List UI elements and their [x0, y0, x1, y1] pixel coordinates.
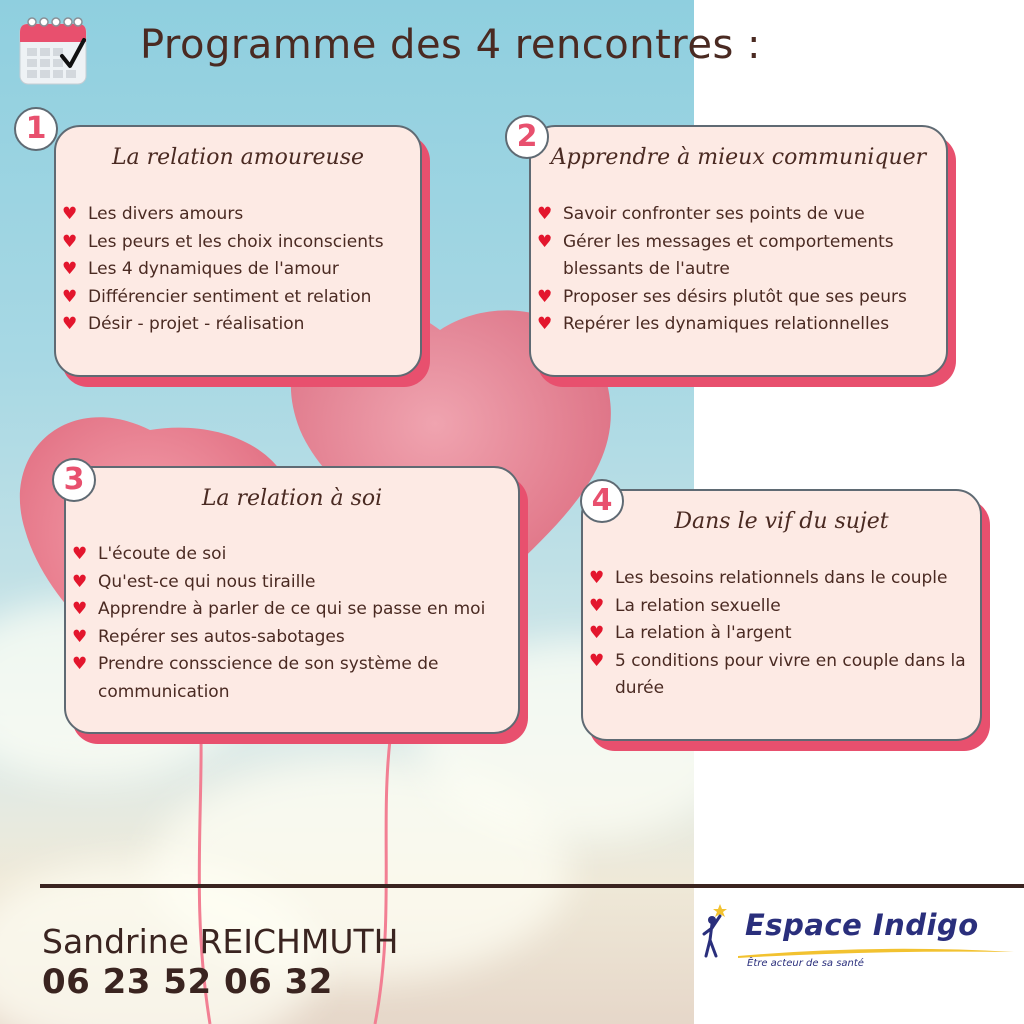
meeting-number-badge: 1	[14, 107, 58, 151]
footer-divider	[40, 884, 1024, 888]
heart-icon: ♥	[72, 626, 88, 647]
meeting-card-4	[581, 489, 982, 741]
heart-icon: ♥	[62, 259, 78, 279]
contact-name: Sandrine REICHMUTH	[42, 922, 399, 961]
heart-icon: ♥	[62, 204, 78, 224]
list-item: ♥ L'écoute de soi	[72, 544, 227, 564]
list-item: ♥ Différencier sentiment et relation	[62, 286, 372, 307]
list-item: ♥ Savoir confronter ses points de vue	[537, 204, 865, 224]
meeting-number-badge: 4	[580, 479, 624, 523]
brand-name: Espace Indigo	[745, 908, 979, 942]
heart-icon: ♥	[72, 571, 88, 592]
meeting-title: La relation amoureuse	[111, 145, 365, 170]
list-item: ♥ Apprendre à parler de ce qui se passe en moi	[72, 599, 486, 619]
heart-icon: ♥	[537, 204, 553, 224]
meeting-number-badge: 3	[52, 458, 96, 502]
page-title: Programme des 4 rencontres :	[140, 22, 762, 68]
meeting-items	[62, 201, 414, 339]
contact-phone[interactable]: 06 23 52 06 32	[42, 962, 333, 1002]
list-item: ♥ Désir - projet - réalisation	[62, 314, 305, 334]
list-item: ♥ Proposer ses désirs plutôt que ses peurs	[537, 286, 907, 307]
list-item: ♥ Repérer les dynamiques relationnelles	[537, 314, 890, 334]
meeting-title: Dans le vif du sujet	[674, 509, 889, 534]
espace-indigo-logo	[700, 896, 1024, 986]
list-item: ♥ Prendre consscience de son système de communication	[72, 654, 439, 702]
heart-icon: ♥	[589, 595, 605, 616]
heart-icon: ♥	[62, 286, 78, 307]
heart-icon: ♥	[589, 623, 605, 643]
meeting-items	[589, 565, 976, 703]
list-item: ♥ La relation à l'argent	[589, 623, 792, 643]
person-star-icon	[700, 902, 734, 958]
list-item: ♥ Gérer les messages et comportements blessants de l'autre	[537, 231, 894, 279]
heart-icon: ♥	[72, 599, 88, 619]
heart-icon: ♥	[72, 544, 88, 564]
heart-icon: ♥	[537, 231, 553, 252]
list-item: ♥ Les besoins relationnels dans le couple	[589, 568, 948, 588]
heart-icon: ♥	[537, 286, 553, 307]
list-item: ♥ La relation sexuelle	[589, 595, 781, 616]
heart-icon: ♥	[589, 650, 605, 671]
list-item: ♥ Qu'est-ce qui nous tiraille	[72, 571, 316, 592]
brand-tagline: Être acteur de sa santé	[747, 958, 864, 969]
meeting-title: La relation à soi	[201, 486, 383, 511]
heart-icon: ♥	[62, 314, 78, 334]
meeting-card-3	[64, 466, 520, 734]
meeting-items	[537, 201, 940, 339]
calendar-check-icon	[18, 14, 88, 86]
meeting-number-badge: 2	[505, 115, 549, 159]
meeting-title: Apprendre à mieux communiquer	[550, 145, 927, 170]
list-item: ♥ 5 conditions pour vivre en couple dans la durée	[589, 650, 966, 698]
list-item: ♥ Repérer ses autos-sabotages	[72, 626, 345, 647]
list-item: ♥ Les divers amours	[62, 204, 244, 224]
list-item: ♥ Les peurs et les choix inconscients	[62, 231, 384, 252]
list-item: ♥ Les 4 dynamiques de l'amour	[62, 259, 339, 279]
meeting-card-2	[529, 125, 948, 377]
heart-icon: ♥	[72, 654, 88, 674]
heart-icon: ♥	[589, 568, 605, 588]
meeting-card-1	[54, 125, 422, 377]
heart-icon: ♥	[537, 314, 553, 334]
meeting-items	[72, 541, 514, 706]
heart-icon: ♥	[62, 231, 78, 252]
